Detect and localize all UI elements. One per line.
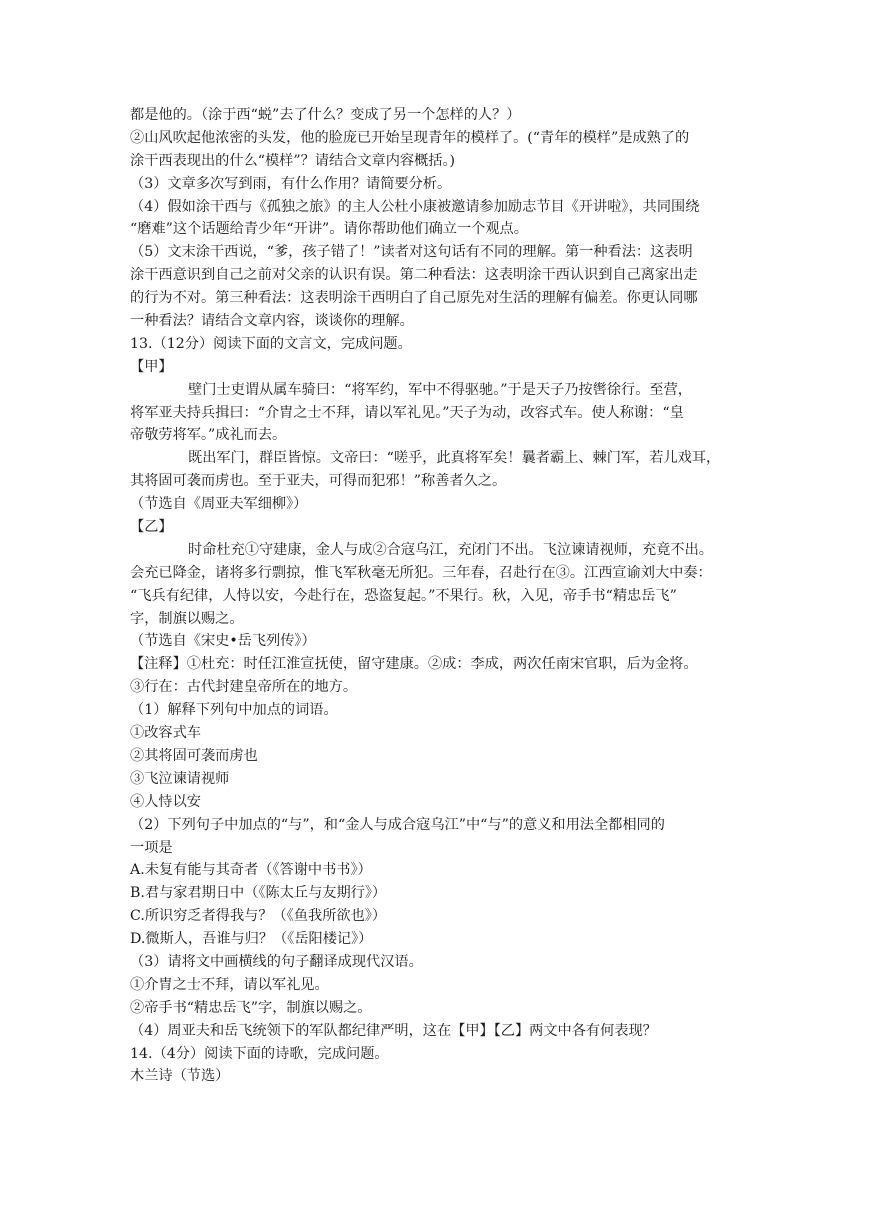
text-line: 一项是 [130, 839, 173, 856]
question-13-1: （1）解释下列句中加点的词语。 [130, 702, 338, 719]
question-12-5: （5）文末涂干西说，“爹，孩子错了！”读者对这句话有不同的理解。第一种看法：这表明 [130, 244, 693, 261]
question-13-3: （3）请将文中画横线的句子翻译成现代汉语。 [130, 953, 423, 970]
question-item: ②其将固可袭而虏也 [130, 747, 258, 764]
passage-jia-source: （节选自《周亚夫军细柳》） [130, 496, 308, 513]
option-b: B.君与家君期日中（《陈太丘与友期行》） [130, 885, 387, 902]
option-a: A.未复有能与其奇者（《答谢中书书》） [130, 862, 372, 879]
question-item: ④人恃以安 [130, 793, 201, 810]
passage-yi-paragraph: 字，制旗以赐之。 [130, 610, 244, 627]
passage-jia-paragraph: 壁门士吏谓从属车骑曰：“将军约，军中不得驱驰。”于是天子乃按辔徐行。至营， [188, 381, 692, 398]
option-c: C.所识穷乏者得我与？（《鱼我所欲也》） [130, 908, 387, 925]
passage-jia-label: 【甲】 [130, 358, 173, 375]
question-item: ②帝手书“精忠岳飞”字，制旗以赐之。 [130, 999, 372, 1016]
text-line: 涂干西表现出的什么“模样”？请结合文章内容概括。) [130, 152, 456, 169]
option-d: D.微斯人，吾谁与归？（《岳阳楼记》） [130, 931, 373, 948]
question-12-3: （3）文章多次写到雨，有什么作用？请简要分析。 [130, 175, 452, 192]
passage-yi-source: （节选自《宋史•岳飞列传》） [130, 633, 316, 650]
annotation: ③行在：古代封建皇帝所在的地方。 [130, 679, 358, 696]
document-body [130, 104, 742, 1088]
text-line: 都是他的。（涂于西“蜕”去了什么？变成了另一个怎样的人？） [130, 107, 521, 123]
passage-jia-paragraph: 其将固可袭而虏也。至于亚夫，可得而犯邪！”称善者久之。 [130, 473, 507, 490]
question-14-heading: 14.（4分）阅读下面的诗歌，完成问题。 [130, 1045, 389, 1062]
poem-title: 木兰诗（节选） [130, 1068, 230, 1085]
passage-yi-paragraph: “飞兵有纪律，人恃以安，今赴行在，恐盗复起。”不果行。秋，入见，帝手书“精忠岳飞” [130, 587, 677, 604]
annotation: 【注释】①杜充：时任江淮宣抚使，留守建康。②成：李成，两次任南宋官职，后为金将。 [130, 656, 698, 673]
question-13-2: （2）下列句子中加点的“与”，和“金人与成合寇乌江”中“与”的意义和用法全都相同的 [130, 816, 665, 833]
text-line: “磨难”这个话题给青少年“开讲”。请你帮助他们确立一个观点。 [130, 221, 528, 238]
text-line: 一种看法？请结合文章内容，谈谈你的理解。 [130, 313, 414, 330]
passage-yi-label: 【乙】 [130, 519, 173, 536]
passage-jia-paragraph: 帝敬劳将军。”成礼而去。 [130, 427, 287, 444]
question-13-heading: 13.（12分）阅读下面的文言文，完成问题。 [130, 335, 412, 352]
text-line: ②山风吹起他浓密的头发，他的脸庞已开始呈现青年的模样了。(“青年的模样”是成熟了的 [130, 129, 690, 146]
question-12-4: （4）假如涂干西与《孤独之旅》的主人公杜小康被邀请参加励志节目《开讲啦》，共同围绕 [130, 198, 700, 215]
passage-jia-paragraph: 既出军门，群臣皆惊。文帝曰：“嗟乎，此真将军矣！曩者霸上、棘门军，若儿戏耳， [188, 450, 721, 467]
text-line: 的行为不对。第三种看法：这表明涂干西明白了自己原先对生活的理解有偏差。你更认同哪 [130, 290, 698, 307]
passage-yi-paragraph: 时命杜充①守建康，金人与成②合寇乌江，充闭门不出。飞泣谏请视师，充竟不出。 [188, 541, 713, 558]
question-item: ③飞泣谏请视师 [130, 770, 230, 787]
passage-jia-paragraph: 将军亚夫持兵揖曰：“介胄之士不拜，请以军礼见。”天子为动，改容式车。使人称谢：“皇 [130, 404, 684, 421]
passage-yi-paragraph: 会充已降金，诸将多行剽掠，惟飞军秋毫无所犯。三年春，召赴行在③。江西宣谕刘大中奏： [130, 564, 712, 581]
text-line: 涂干西意识到自己之前对父亲的认识有误。第二种看法：这表明涂干西认识到自己离家出走 [130, 267, 698, 284]
question-13-4: （4）周亚夫和岳飞统领下的军队都纪律严明，这在【甲】【乙】两文中各有何表现？ [130, 1022, 657, 1039]
question-item: ①改容式车 [130, 725, 201, 742]
question-item: ①介胄之士不拜，请以军礼见。 [130, 976, 329, 993]
